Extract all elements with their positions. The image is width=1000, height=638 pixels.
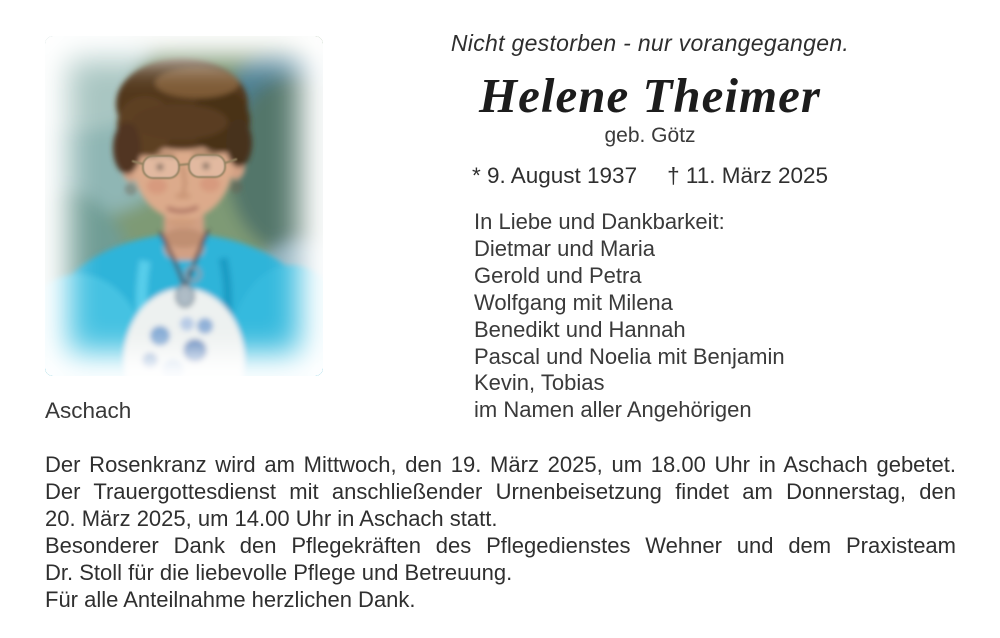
announcement-line: Für alle Anteilnahme herzlichen Dank.	[45, 587, 416, 612]
death-date: † 11. März 2025	[667, 163, 829, 189]
announcement-line: Dr. Stoll für die liebevolle Pflege und Betreuung.	[45, 560, 513, 585]
mourners-list	[474, 209, 785, 424]
portrait-photo-illustration	[45, 36, 323, 376]
mourner-line: Gerold und Petra	[474, 262, 642, 288]
portrait-photo	[45, 36, 323, 376]
epitaph: Nicht gestorben - nur vorangegangen.	[450, 30, 850, 56]
announcement-line: 20. März 2025, um 14.00 Uhr in Aschach statt.	[45, 506, 498, 531]
announcement-line: Der Rosenkranz wird am Mittwoch, den 19. März 2025, um 18.00 Uhr in Aschach gebetet.	[45, 452, 956, 477]
announcement-line: Der Trauergottesdienst mit anschließender Urnenbeisetzung findet am Donnerstag, den	[45, 479, 956, 504]
mourner-line: Pascal und Noelia mit Benjamin	[474, 343, 785, 369]
mourner-line: Dietmar und Maria	[474, 235, 655, 261]
mourner-line: Kevin, Tobias	[474, 370, 605, 396]
mourners-intro: In Liebe und Dankbarkeit:	[474, 209, 725, 234]
mourner-line: Benedikt und Hannah	[474, 316, 686, 342]
announcement-line: Besonderer Dank den Pflegekräften des Pflegedienstes Wehner und dem Praxisteam	[45, 533, 956, 558]
announcements	[45, 451, 956, 613]
place-name: Aschach	[45, 398, 132, 423]
deceased-name: Helene Theimer	[479, 68, 821, 123]
maiden-name: geb. Götz	[604, 124, 696, 148]
notice-header	[448, 30, 852, 189]
birth-date: * 9. August 1937	[471, 163, 638, 189]
mourner-line: im Namen aller Angehörigen	[474, 397, 752, 423]
mourner-line: Wolfgang mit Milena	[474, 289, 673, 315]
life-dates	[448, 163, 852, 189]
